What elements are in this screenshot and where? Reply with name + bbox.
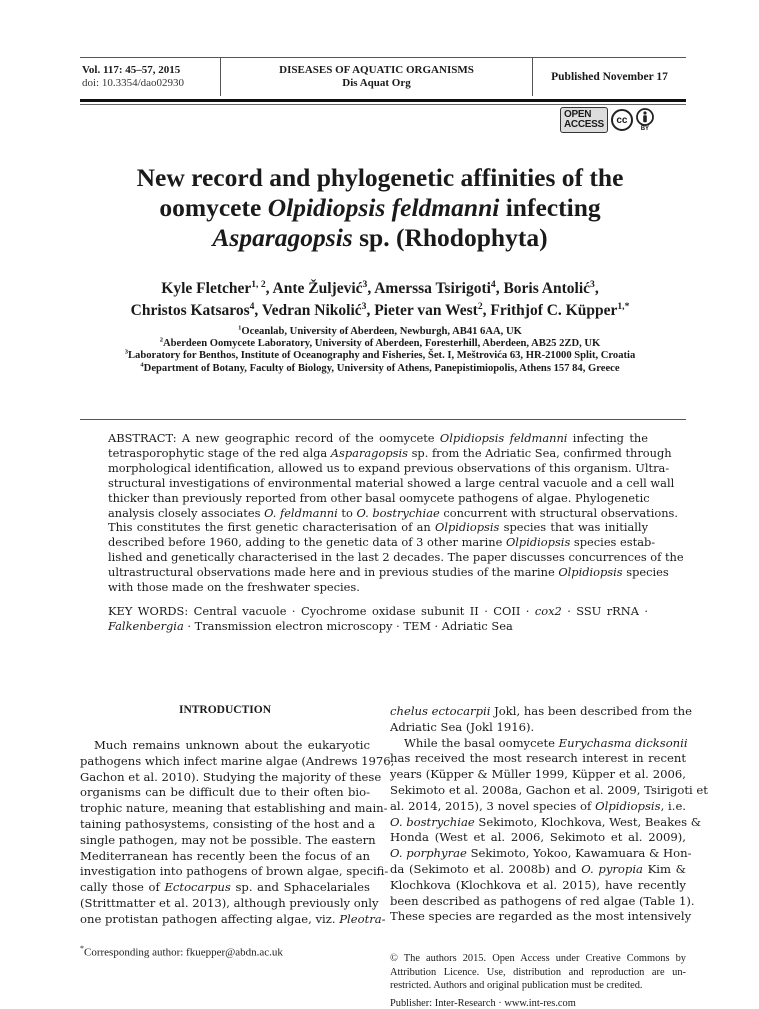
- author-name: Christos Katsaros: [130, 302, 250, 319]
- text-run: These species are regarded as the most intensively: [390, 909, 692, 924]
- text-line: [390, 782, 708, 799]
- text-run: sp. (Rhodophyta): [352, 223, 548, 252]
- text-line: [80, 895, 379, 912]
- text-line: [80, 832, 376, 849]
- affiliation: [60, 338, 700, 350]
- text-line: [390, 736, 686, 752]
- text-run: Klochkova (Klochkova et al. 2015), have recently: [390, 877, 686, 892]
- text-run: While the basal oomycete: [404, 735, 559, 750]
- text-line: [390, 751, 686, 767]
- open-access-text-2: ACCESS: [564, 119, 604, 130]
- author-name: Vedran Nikolić: [261, 302, 362, 319]
- text-run: species: [622, 565, 669, 580]
- text-line: [108, 535, 656, 550]
- title-line: [60, 223, 700, 253]
- text-line: [390, 893, 695, 910]
- text-run: New record and phylogenetic affinities of the: [136, 163, 624, 192]
- italic-text: Pleotra-: [339, 911, 386, 926]
- paper-title: [60, 163, 700, 253]
- cc-text: cc: [616, 114, 628, 126]
- italic-text: Ectocarpus: [164, 880, 231, 895]
- text-line: [80, 801, 388, 817]
- text-run: Honda (West et al. 2006, Sekimoto et al. 2009),: [390, 830, 686, 845]
- text-run: , i.e.: [660, 798, 686, 813]
- affiliation-text: Oceanlab, University of Aberdeen, Newburgh, AB41 6AA, UK: [241, 326, 522, 337]
- text-run: morphological identification, allowed us to expand previous observations of this organism. Ultra-: [108, 460, 670, 475]
- text-run: Jokl, has been described from the: [490, 704, 692, 718]
- author: [161, 280, 265, 297]
- title-line: [60, 193, 700, 223]
- italic-text: Falkenbergia: [108, 618, 184, 633]
- title-line: [60, 163, 700, 193]
- author: [273, 280, 368, 297]
- author-name: Ante Žuljević: [272, 280, 363, 297]
- text-run: (Strittmatter et al. 2013), although previously only: [80, 895, 379, 910]
- text-line: [80, 769, 382, 786]
- footnote-text: Corresponding author: fkuepper@abdn.ac.uk: [84, 946, 283, 959]
- italic-text: cox2: [534, 604, 562, 618]
- text-run: to: [337, 505, 357, 520]
- text-line: [390, 704, 692, 720]
- header-rule-thin: [80, 104, 686, 105]
- author-line: Christos Katsaros$^4$, Vedran Nikolić$^3$, Pieter van West$^2$, Frithjof C. Küpper$^{1,*}$: [130, 300, 630, 319]
- italic-text: Olpidiopsis feldmanni: [439, 431, 568, 445]
- text-run: Much remains unknown about the eukaryotic: [94, 738, 370, 752]
- affiliation-text: Aberdeen Oomycete Laboratory, University of Aberdeen, Foresterhill, Aberdeen, AB25 2ZD, UK: [162, 338, 601, 350]
- author-affiliation-mark: 4: [249, 300, 255, 312]
- author-affiliation-mark: 3: [590, 278, 595, 290]
- affiliations: [60, 326, 700, 375]
- text-run: cally those of: [80, 880, 165, 895]
- text-run: investigation into pathogens of brown algae, specifi-: [80, 864, 389, 879]
- italic-text: Olpidiopsis: [435, 520, 500, 535]
- affiliation-text: Laboratory for Benthos, Institute of Oceanography and Fisheries, Šet. I, Meštrovića 63, HR-21000 Split, Croatia: [127, 350, 636, 362]
- text-line: [108, 580, 648, 595]
- text-run: pathogens which infect marine algae (Andrews 1976,: [80, 753, 395, 768]
- text-run: · Transmission electron microscopy · TEM · Adriatic Sea: [183, 618, 513, 633]
- text-run: years (Küpper & Müller 1999, Küpper et al. 2006,: [390, 767, 686, 782]
- italic-text: chelus ectocarpii: [390, 704, 491, 718]
- section-heading-introduction: INTRODUCTION: [178, 704, 271, 716]
- affiliation: [60, 350, 700, 362]
- published-cell: [533, 58, 686, 96]
- text-line: [390, 830, 686, 846]
- text-line: [390, 720, 686, 736]
- italic-text: Olpidiopsis: [595, 798, 661, 813]
- journal-abbrev: Dis Aquat Org: [342, 77, 411, 89]
- text-run: al. 2014, 2015), 3 novel species of: [390, 798, 596, 813]
- author-affiliation-mark: 3: [362, 278, 368, 290]
- text-run: organisms can be difficult due to their often bio-: [80, 785, 370, 800]
- text-line: [80, 880, 370, 896]
- text-line: [80, 849, 370, 865]
- journal-header: [80, 57, 686, 96]
- license-line: restricted. Authors and original publication must be credited.: [390, 980, 643, 991]
- text-run: sp. from the Adriatic Sea, confirmed through: [407, 445, 672, 460]
- text-line: [390, 846, 692, 862]
- text-run: been described as pathogens of red algae (Table 1).: [390, 893, 695, 908]
- text-run: Gachon et al. 2010). Studying the majority of these: [80, 769, 382, 784]
- author-line: Kyle Fletcher$^{1, 2}$, Ante Žuljević$^3$, Amerssa Tsirigoti$^4$, Boris Antolić$^3$,: [161, 278, 599, 297]
- italic-text: O. porphyrae: [390, 846, 467, 861]
- person-icon: [636, 108, 654, 126]
- text-run: da (Sekimoto et al. 2008b) and: [390, 861, 582, 876]
- italic-text: Asparagopsis: [330, 445, 408, 460]
- affiliation-number: 1: [238, 324, 242, 332]
- author-name: Frithjof C. Küpper: [490, 302, 618, 319]
- author: [374, 280, 495, 297]
- author-affiliation-mark: 1,*: [617, 300, 630, 312]
- text-run: Sekimoto et al. 2008a, Gachon et al. 2009, Tsirigoti et: [390, 782, 708, 797]
- text-run: Sekimoto, Yokoo, Kawamuara & Hon-: [466, 846, 692, 861]
- author: [503, 280, 594, 297]
- author-list: [60, 278, 700, 322]
- author: [374, 302, 482, 319]
- text-run: concurrent with structural observations.: [439, 505, 679, 520]
- text-line: [390, 862, 686, 878]
- right-column-text: [390, 704, 708, 925]
- abstract: [108, 431, 684, 595]
- italic-text: Olpidiopsis: [505, 535, 571, 550]
- text-run: thicker than previously reported from other basal oomycete pathogens of algae. Phylogenetic: [108, 490, 650, 505]
- doi[interactable]: doi: 10.3354/dao02930: [82, 77, 185, 89]
- text-run: structural investigations of environmental material showed a large central vacuole and a cell wall: [108, 475, 675, 490]
- text-run: infecting: [499, 193, 601, 222]
- open-access-icon: [560, 107, 608, 133]
- italic-text: Asparagopsis: [212, 223, 353, 252]
- author-name: Amerssa Tsirigoti: [374, 280, 491, 297]
- affiliation: [60, 326, 700, 338]
- italic-text: Olpidiopsis feldmanni: [267, 193, 500, 222]
- journal-cell: [221, 58, 533, 96]
- text-line: [108, 520, 648, 535]
- author-name: Pieter van West: [374, 302, 478, 319]
- license-badges: [560, 107, 654, 133]
- text-run: sp. and Sphacelariales: [230, 880, 370, 895]
- author-affiliation-mark: 1, 2: [251, 278, 266, 290]
- text-run: · SSU rRNA ·: [561, 604, 648, 618]
- text-run: Sekimoto, Klochkova, West, Beakes &: [474, 814, 702, 829]
- text-line: [108, 431, 648, 446]
- text-run: single pathogen, may not be possible. The eastern: [80, 832, 376, 847]
- text-run: ABSTRACT: A new geographic record of the oomycete: [108, 431, 440, 445]
- text-line: [80, 753, 395, 770]
- text-run: KEY WORDS: Central vacuole · Cyochrome oxidase subunit II · COII ·: [108, 604, 535, 618]
- text-run: described before 1960, adding to the genetic data of 3 other marine: [108, 535, 506, 550]
- text-line: [390, 814, 702, 831]
- text-line: [390, 909, 692, 925]
- cc-icon: [611, 109, 633, 131]
- author: [262, 302, 367, 319]
- published-date: Published November 17: [551, 70, 668, 83]
- italic-text: Olpidiopsis: [558, 565, 623, 580]
- author-affiliation-mark: 3: [361, 300, 367, 312]
- text-run: Adriatic Sea (Jokl 1916).: [390, 719, 535, 734]
- text-run: Kim &: [642, 861, 686, 876]
- text-run: trophic nature, meaning that establishing and main-: [80, 801, 388, 816]
- author-name: Kyle Fletcher: [161, 280, 252, 297]
- license-line: Attribution Licence. Use, distribution and reproduction are un-: [390, 966, 686, 978]
- text-line: [108, 445, 672, 461]
- text-line: [390, 878, 686, 894]
- text-run: tetrasporophytic stage of the red alga: [108, 445, 331, 460]
- text-line: [108, 565, 669, 580]
- author-affiliation-mark: 2: [477, 300, 483, 312]
- keywords: [108, 604, 648, 634]
- text-line: [80, 816, 376, 833]
- text-line: [108, 604, 648, 619]
- left-column-text: [80, 738, 395, 928]
- text-run: taining pathosystems, consisting of the host and a: [80, 816, 376, 831]
- header-rule: [80, 99, 686, 102]
- corresponding-author-footnote: [80, 944, 283, 959]
- text-line: [80, 864, 389, 880]
- text-line: [390, 767, 686, 783]
- author: [490, 302, 629, 319]
- text-line: [80, 738, 370, 754]
- author-name: Boris Antolić: [503, 280, 591, 297]
- text-run: oomycete: [159, 193, 268, 222]
- text-run: This constitutes the first genetic characterisation of an: [108, 520, 436, 535]
- divider: [80, 419, 686, 420]
- footnote-mark: *: [80, 944, 84, 953]
- italic-text: O. pyropia: [581, 861, 643, 876]
- italic-text: O. bostrychiae: [356, 505, 440, 520]
- license-notice: [390, 952, 686, 993]
- italic-text: Eurychasma dicksonii: [558, 735, 688, 750]
- text-line: [108, 619, 648, 634]
- volume: Vol. 117: 45–57, 2015: [82, 64, 181, 76]
- text-line: [108, 505, 679, 521]
- text-line: [108, 491, 648, 506]
- text-line: [80, 785, 370, 801]
- text-line: [108, 460, 670, 476]
- open-access-text-1: OPEN: [564, 109, 592, 120]
- text-run: lished and genetically characterised in the last 2 decades. The paper discusses concurrences of the: [108, 550, 684, 565]
- text-run: Mediterranean has recently been the focus of an: [80, 848, 370, 863]
- author-affiliation-mark: 4: [490, 278, 496, 290]
- affiliation-number: 2: [159, 336, 163, 344]
- journal-name: DISEASES OF AQUATIC ORGANISMS: [279, 64, 474, 76]
- text-run: species that was initially: [499, 520, 648, 535]
- by-text: BY: [640, 126, 650, 132]
- italic-text: O. bostrychiae: [390, 814, 475, 829]
- affiliation-number: 3: [124, 348, 128, 356]
- text-run: infecting the: [567, 431, 648, 445]
- text-line: [108, 550, 684, 565]
- text-run: species estab-: [570, 535, 656, 550]
- affiliation-number: 4: [140, 361, 144, 369]
- affiliation-text: Department of Botany, Faculty of Biology, University of Athens, Panepistimiopolis, Athens 157 84, Greece: [143, 362, 620, 374]
- text-run: has received the most research interest in recent: [390, 751, 686, 766]
- text-line: [80, 911, 386, 928]
- text-line: [390, 799, 686, 815]
- author: [131, 302, 255, 319]
- text-run: one protistan pathogen affecting algae, viz.: [80, 911, 340, 926]
- italic-text: O. feldmanni: [264, 505, 338, 520]
- volume-cell: [80, 58, 221, 96]
- license-line: © The authors 2015. Open Access under Creative Commons by: [390, 953, 686, 964]
- publisher-line: Publisher: Inter-Research · www.int-res.com: [390, 998, 576, 1009]
- text-run: with those made on the freshwater species.: [108, 580, 360, 595]
- text-run: analysis closely associates: [108, 505, 265, 520]
- text-run: ultrastructural observations made here and in previous studies of the marine: [108, 565, 559, 580]
- affiliation: [60, 363, 700, 375]
- by-icon: [636, 108, 654, 132]
- text-line: [108, 475, 675, 491]
